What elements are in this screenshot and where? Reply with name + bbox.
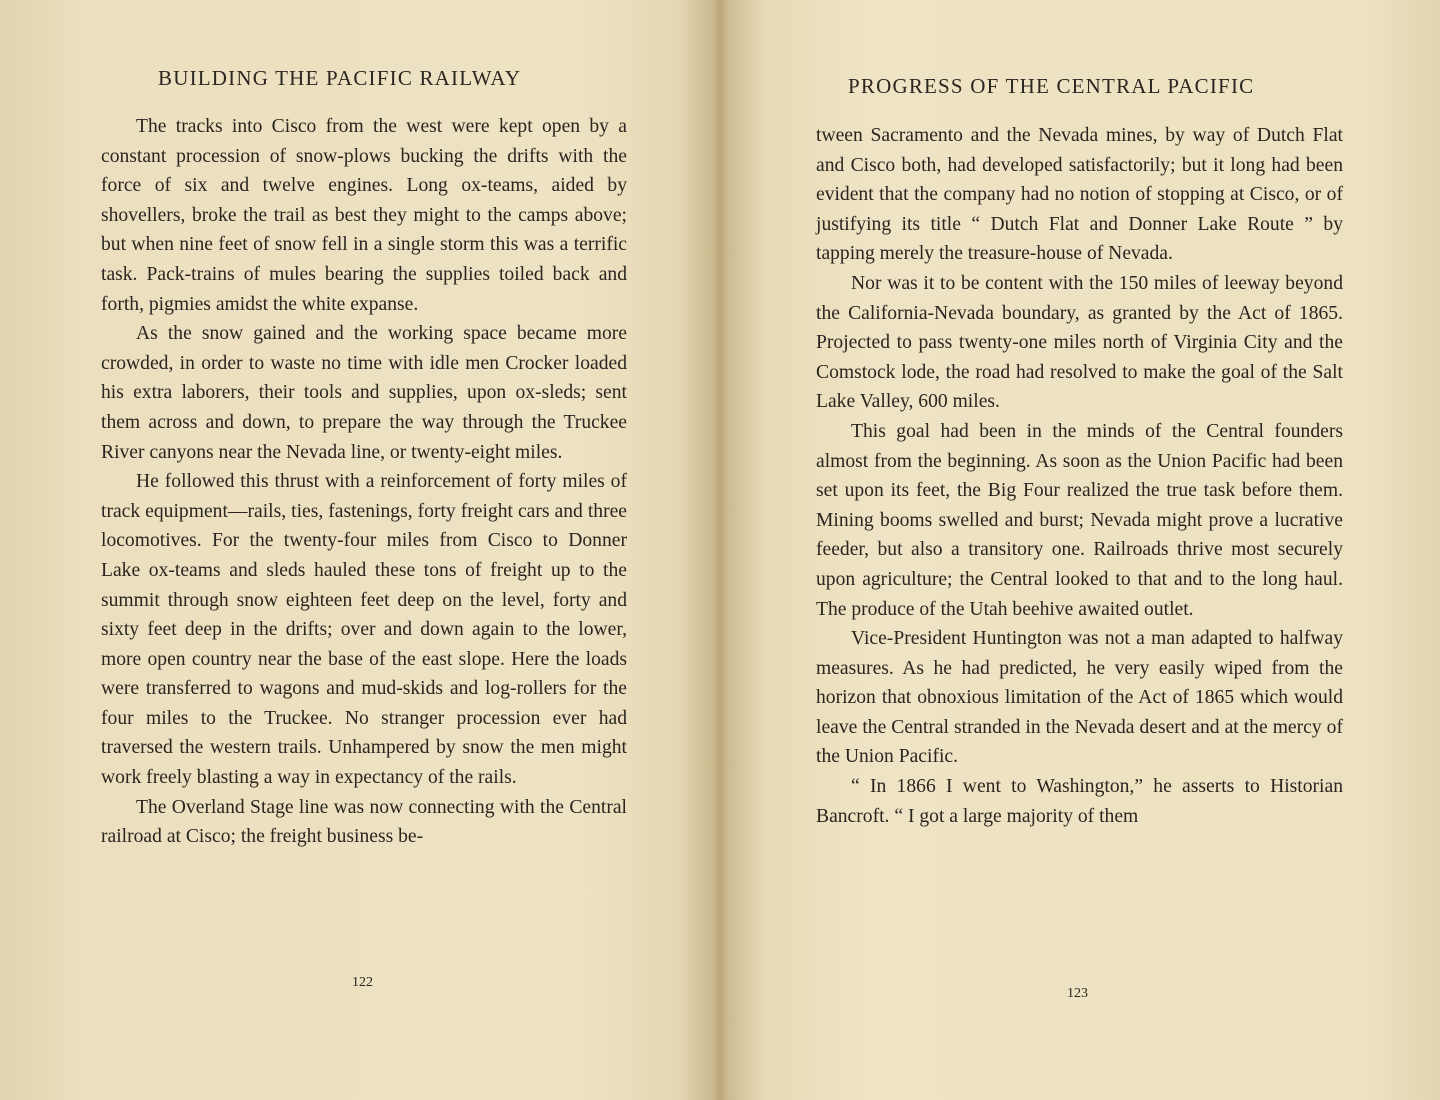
continued-paragraph: tween Sacramento and the Nevada mines, by way of Dutch Flat and Cisco both, had developed satisfactorily; but it long had been evident that the company had no notion of stopping at Cisco, or of justifying its title “ Dutch Flat and Donner Lake Route ” by tapping merely the treasure-house of Nevada. bbox=[816, 125, 1343, 265]
paragraph: The tracks into Cisco from the west were kept open by a constant procession of snow-plows bucking the drifts with the force of six and twelve engines. Long ox-teams, aided by shovellers, broke the trail as best they might to the camps above; but when nine feet of snow fell in a single storm this was a terrific task. Pack-trains of mules bearing the supplies toiled back and forth, pigmies amidst the white expanse. bbox=[101, 116, 627, 315]
paragraph: As the snow gained and the working space became more crowded, in order to waste no time with idle men Crocker loaded his extra laborers, their tools and supplies, upon ox-sleds; sent them across and down, to prepare the way through the Truckee River canyons near the Nevada line, or twenty-eight miles. bbox=[101, 323, 627, 463]
page-number-right: 123 bbox=[1067, 986, 1088, 1001]
paragraph: Vice-President Huntington was not a man adapted to halfway measures. As he had predicted, he very easily wiped from the horizon that obnoxious limitation of the Act of 1865 which would leave the Central stranded in the Nevada desert and at the mercy of the Union Pacific. bbox=[816, 628, 1343, 768]
paragraph: This goal had been in the minds of the Central founders almost from the beginning. As soon as the Union Pacific had been set upon its feet, the Big Four realized the true task before them. Mining booms swelled and burst; Nevada might prove a lucrative feeder, but also a transitory one. Railroads thrive most securely upon agriculture; the Central looked to that and to the long haul. The produce of the Utah beehive awaited outlet. bbox=[816, 420, 1343, 620]
right-page bbox=[722, 0, 1440, 1100]
paragraph: He followed this thrust with a reinforcement of forty miles of track equipment—rails, ties, fastenings, forty freight cars and three locomotives. For the twenty-four miles from Cisco to Donner Lake ox-teams and sleds hauled these tons of freight up to the summit through snow eighteen feet deep on the level, forty and sixty feet deep in the drifts; over and down again to the lower, more open country near the base of the east slope. Here the loads were transferred to wagons and mud-skids and log-rollers for the four miles to the Truckee. No stranger procession ever had traversed the western trails. Unhampered by snow the men might work freely blasting a way in expectancy of the rails. bbox=[101, 471, 627, 789]
running-head-left: BUILDING THE PACIFIC RAILWAY bbox=[158, 66, 522, 90]
right-page-text bbox=[816, 121, 1343, 831]
paragraph: Nor was it to be content with the 150 miles of leeway beyond the California-Nevada boundary, as granted by the Act of 1865. Projected to pass twenty-one miles north of Virginia City and the Comstock lode, the road had resolved to make the goal of the Salt Lake Valley, 600 miles. bbox=[816, 272, 1343, 413]
page-number-left: 122 bbox=[352, 975, 373, 990]
paragraph: “ In 1866 I went to Washington,” he asserts to Historian Bancroft. “ I got a large majority of them bbox=[816, 776, 1343, 827]
running-head-right: PROGRESS OF THE CENTRAL PACIFIC bbox=[848, 74, 1255, 98]
left-page-text bbox=[101, 112, 627, 852]
paragraph: The Overland Stage line was now connecting with the Central railroad at Cisco; the freight business be- bbox=[101, 796, 627, 848]
